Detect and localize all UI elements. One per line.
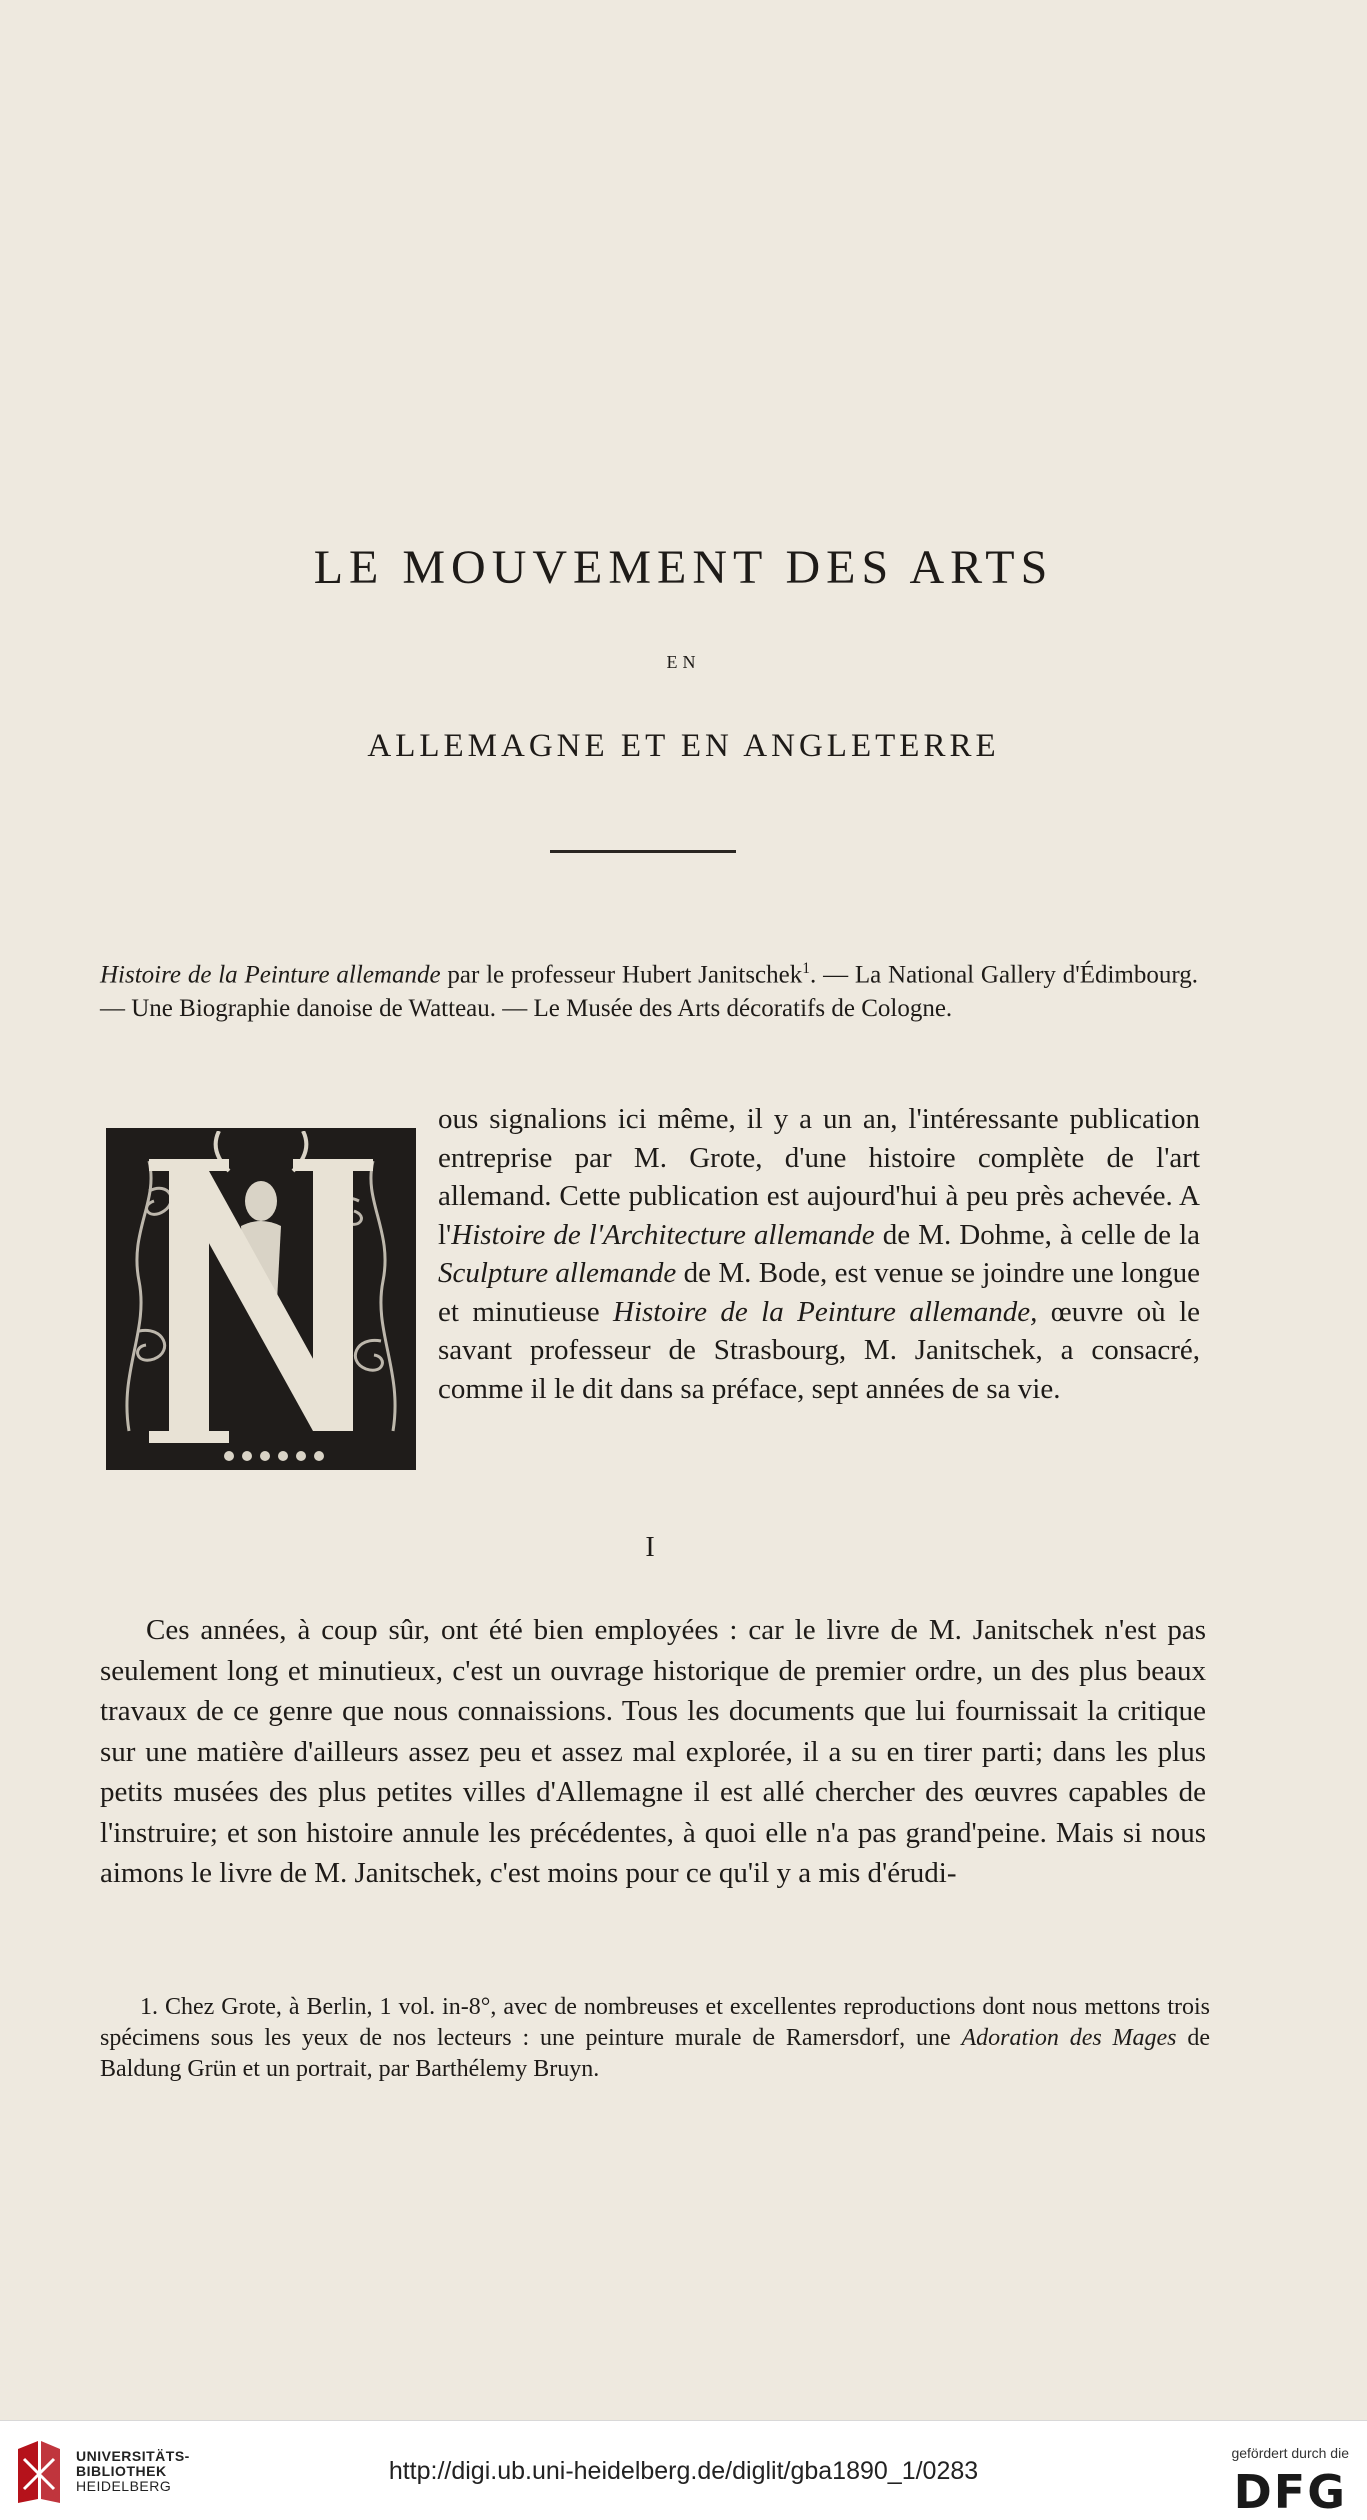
intro-text-d: œuvre où le savant professeur de Strasbourg, M. Janitschek, a consacré, comme il le dit dans sa préface, sept années de sa vie. [438,1295,1200,1405]
intro-text-a: ous signalions ici même, il y a un an, l'intéressante publication entreprise par M. Grote, d'une histoire complète de l'art allemand. Cette publication est aujourd'hui à peu près achevée. A l' [438,1103,1200,1251]
library-name-line-2: BIBLIOTHEK [76,2463,167,2479]
footnote-reference: 1 [802,960,811,977]
intro-italic-2: Sculpture allemande [438,1257,677,1289]
footnote [100,1992,1210,2085]
dfg-logo[interactable]: DFG [1233,2465,1347,2519]
decorated-initial-image [109,1131,413,1467]
library-name-line-3: HEIDELBERG [76,2478,172,2494]
summary-text-2: . — La National Gallery d'Édimbourg. — Une Biographie danoise de Watteau. — Le Musée des Arts décoratifs de Cologne. [100,961,1198,1023]
intro-text-c: de M. Bode, est venue se joindre une longue et minutieuse [438,1257,1200,1328]
intro-text-b: de M. Dohme, à celle de la [874,1218,1200,1251]
article-title: LE MOUVEMENT DES ARTS [313,541,1054,594]
section-number: I [645,1532,655,1563]
article-summary [100,952,1198,1026]
body-text [100,1610,1206,1894]
library-name-line-1: UNIVERSITÄTS- [76,2448,190,2464]
body-paragraph: Ces années, à coup sûr, ont été bien employées : car le livre de M. Janitschek n'est pas seulement long et minutieux, c'est un ouvrage historique de premier ordre, un des plus beaux travaux de ce genre que nous connaissions. Tous les documents que lui fournissait la critique sur une matière d'ailleurs assez peu et assez mal explorée, il a su en tirer parti; dans les plus petits musées des plus petites villes d'Allemagne il est allé chercher des œuvres capables de l'instruire; et son histoire annule les précédentes, à quoi elle n'a pas grand'peine. Mais si nous aimons le livre de M. Janitschek, c'est moins pour ce qu'il y a mis d'érudi- [100,1614,1206,1889]
intro-paragraph [438,1100,1200,1408]
footnote-number: 1. [140,1994,158,2020]
intro-italic-1: Histoire de l'Architecture allemande [451,1218,875,1251]
funding-note: gefördert durch die [1231,2445,1349,2461]
footnote-italic: Adoration des Mages [961,2025,1177,2051]
title-connector: EN [666,652,701,672]
decorated-initial [106,1128,416,1470]
intro-italic-3: Histoire de la Peinture allemande, [613,1295,1038,1328]
summary-text-1: par le professeur Hubert Janitschek [440,961,803,989]
summary-italic-title: Histoire de la Peinture allemande [100,961,441,989]
footnote-text-a: Chez Grote, à Berlin, 1 vol. in-8°, avec de nombreuses et excellentes reproductions dont nous mettons trois spécimens sous les yeux de nos lecteurs : une peinture murale de Ramersdorf, une [100,1994,1210,2051]
article-subtitle: ALLEMAGNE ET EN ANGLETERRE [367,728,1000,764]
title-divider [550,850,736,853]
viewer-footer [0,2420,1367,2520]
permalink-url[interactable]: http://digi.ub.uni-heidelberg.de/diglit/gba1890_1/0283 [388,2457,979,2485]
footnote-text-b: de Baldung Grün et un portrait, par Barthélemy Bruyn. [100,2025,1211,2082]
